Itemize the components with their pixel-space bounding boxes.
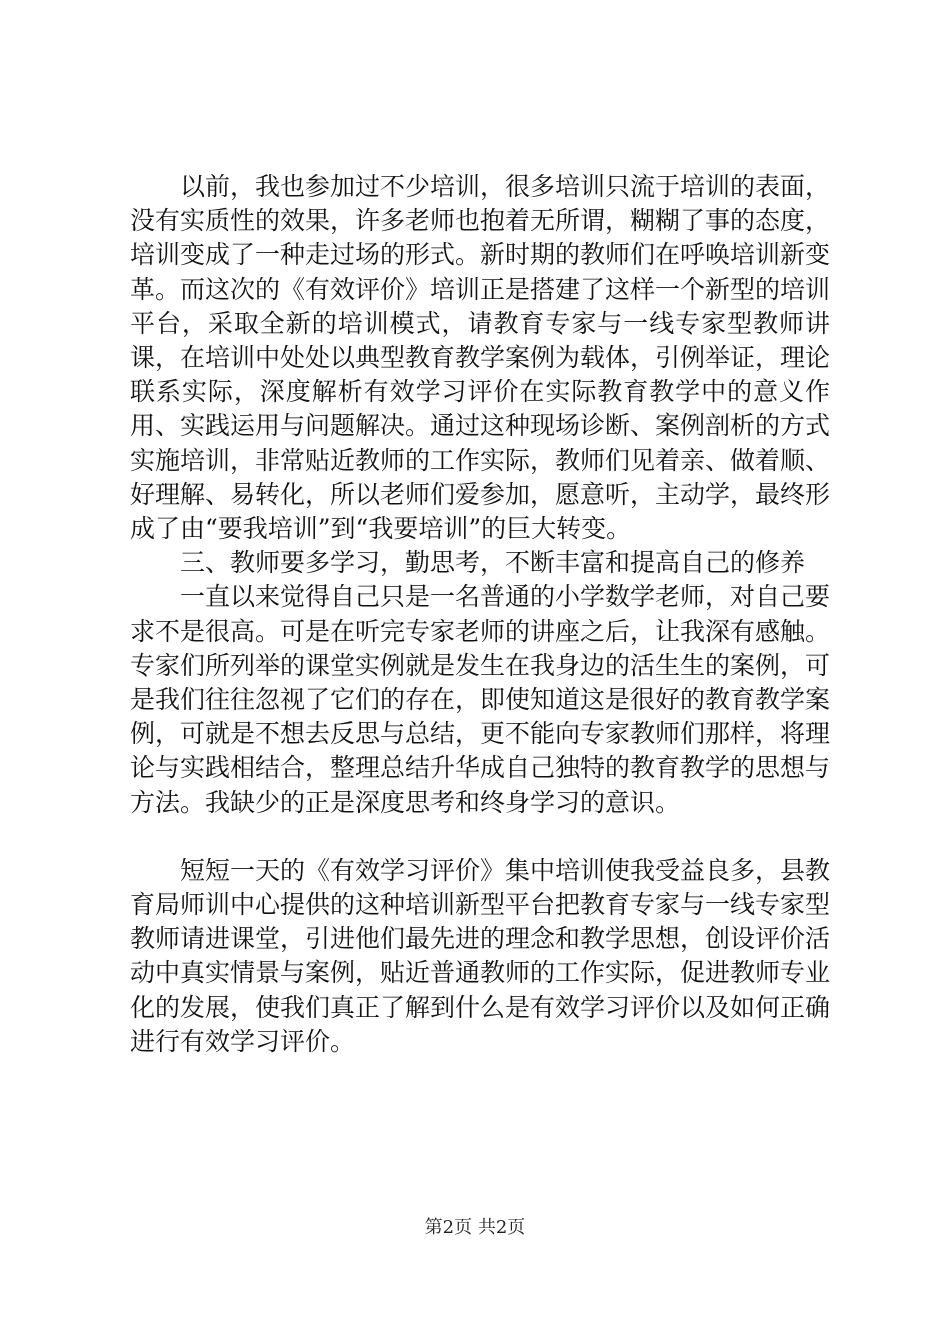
- section-heading-three: 三、教师要多学习，勤思考，不断丰富和提高自己的修养: [180, 548, 806, 578]
- page-number-footer: 第2页 共2页: [424, 1217, 526, 1238]
- paragraph-conclusion: 短短一天的《有效学习评价》集中培训使我受益良多，县教育局师训中心提供的这种培训新型平台把教育专家与一线专家型教师请进课堂，引进他们最先进的理念和教学思想，创设评价活动中真实情景与案例，贴近普通教师的工作实际，促进教师专业化的发展，使我们真正了解到什么是有效学习评价以及如何正确进行有效学习评价。: [130, 855, 831, 1056]
- paragraph-spacer: [130, 820, 830, 854]
- paragraph-training-reflection: 以前，我也参加过不少培训，很多培训只流于培训的表面，没有实质性的效果，许多老师也抱着无所谓，糊糊了事的态度，培训变成了一种走过场的形式。新时期的教师们在呼唤培训新变革。而这次的《有效评价》培训正是搭建了这样一个新型的培训平台，采取全新的培训模式，请教育专家与一线专家型教师讲课，在培训中处处以典型教育教学案例为载体，引例举证，理论联系实际，深度解析有效学习评价在实际教育教学中的意义作用、实践运用与问题解决。通过这种现场诊断、案例剖析的方式实施培训，非常贴近教师的工作实际，教师们见着亲、做着顺、好理解、易转化，所以老师们爱参加，愿意听，主动学，最终形成了由“要我培训”到“我要培训”的巨大转变。: [130, 172, 831, 544]
- paragraph-self-reflection: 一直以来觉得自己只是一名普通的小学数学老师，对自己要求不是很高。可是在听完专家老师的讲座之后，让我深有感触。专家们所列举的课堂实例就是发生在我身边的活生生的案例，可是我们往往忽视了它们的存在，即使知道这是很好的教育教学案例，可就是不想去反思与总结，更不能向专家教师们那样，将理论与实践相结合，整理总结升华成自己独特的教育教学的思想与方法。我缺少的正是深度思考和终身学习的意识。: [130, 582, 831, 817]
- document-body: [130, 170, 830, 1059]
